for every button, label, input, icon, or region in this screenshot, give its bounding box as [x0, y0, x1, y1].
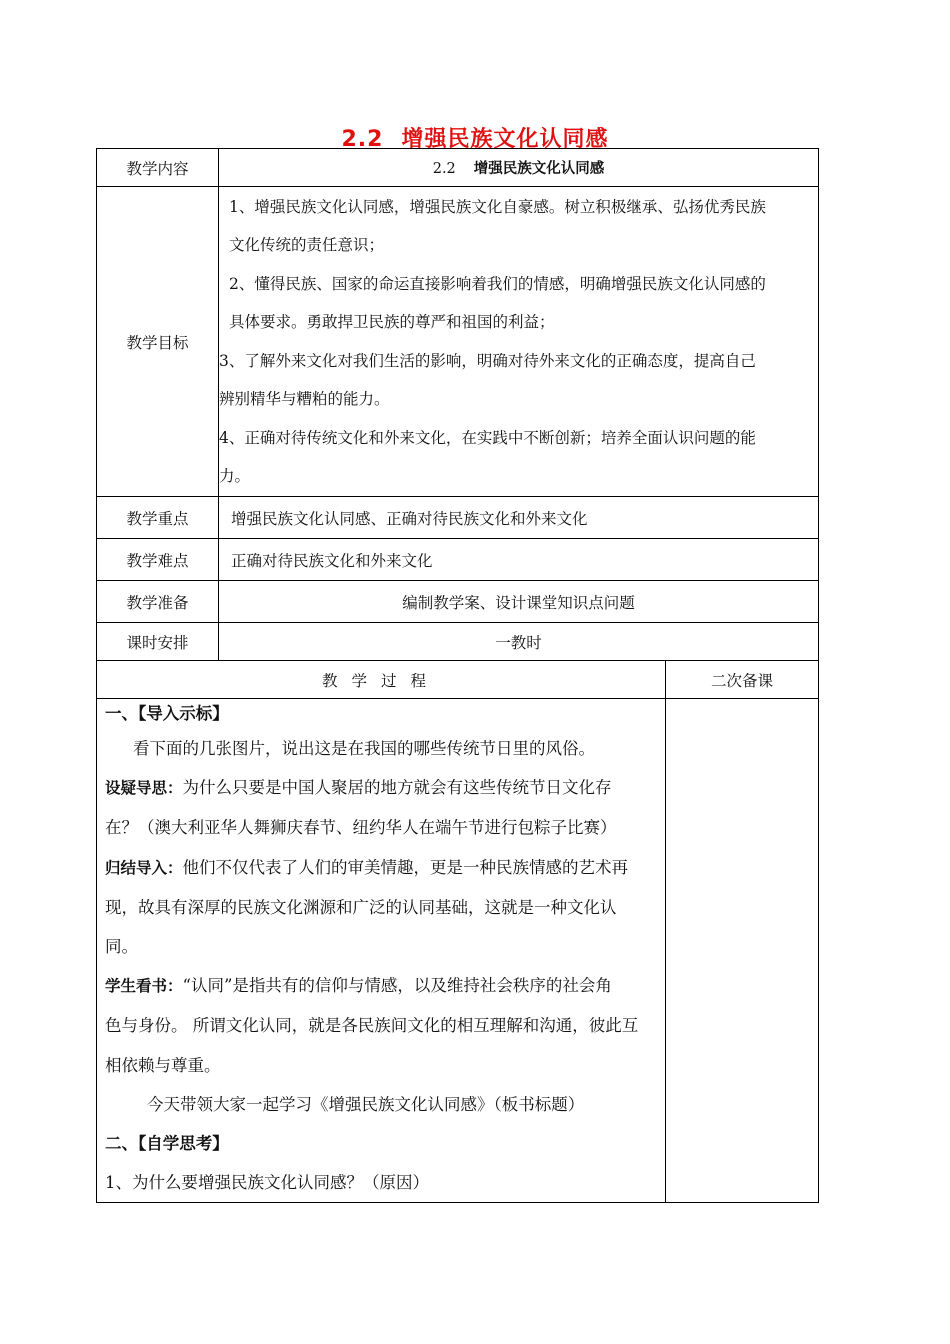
row-focus	[97, 497, 819, 539]
content-text: 增强民族文化认同感	[473, 161, 605, 177]
process-body	[97, 699, 666, 1203]
row-preparation	[97, 581, 819, 623]
section-1-intro: 看下面的几张图片，说出这是在我国的哪些传统节日里的风俗。	[133, 739, 595, 758]
inquiry-label: 设疑导思：	[105, 779, 183, 798]
value-focus: 增强民族文化认同感、正确对待民族文化和外来文化	[219, 497, 819, 539]
summary-line: 他们不仅代表了人们的审美情趣，更是一种民族情感的艺术再	[182, 857, 629, 877]
section-1-title: 一、【导入示标】	[105, 704, 229, 723]
value-schedule: 一教时	[219, 623, 819, 661]
row-difficulty	[97, 539, 819, 581]
today-topic: 今天带领大家一起学习《增强民族文化认同感》（板书标题）	[147, 1094, 585, 1114]
goal-line: 辨别精华与糟粕的能力。	[219, 390, 390, 408]
content-number: 2.2	[432, 161, 456, 177]
goal-line: 2、懂得民族、国家的命运直接影响着我们的情感，明确增强民族文化认同感的	[229, 274, 766, 293]
side-header: 二次备课	[666, 661, 819, 699]
value-goals	[219, 187, 819, 497]
inquiry-paragraph	[97, 768, 665, 808]
reading-line: “认同”是指共有的信仰与情感，以及维持社会秩序的社会角	[182, 976, 612, 996]
reading-paragraph	[97, 966, 665, 1006]
goal-line: 具体要求。勇敢捍卫民族的尊严和祖国的利益；	[229, 313, 555, 331]
reading-label: 学生看书：	[105, 977, 183, 996]
side-notes-cell	[666, 699, 819, 1203]
section-2-question-1: 1、为什么要增强民族文化认同感？（原因）	[105, 1173, 429, 1193]
row-process-body	[97, 699, 819, 1203]
reading-line: 相依赖与尊重。	[105, 1055, 221, 1075]
row-schedule	[97, 623, 819, 661]
lesson-plan-table	[96, 148, 819, 1203]
process-header: 教学过程	[97, 661, 666, 699]
label-schedule: 课时安排	[97, 623, 219, 661]
value-preparation: 编制教学案、设计课堂知识点问题	[219, 581, 819, 623]
label-goals: 教学目标	[97, 187, 219, 497]
goal-line: 文化传统的责任意识；	[229, 236, 385, 254]
row-content	[97, 149, 819, 187]
label-difficulty: 教学难点	[97, 539, 219, 581]
label-preparation: 教学准备	[97, 581, 219, 623]
reading-line: 色与身份。 所谓文化认同，就是各民族间文化的相互理解和沟通，彼此互	[105, 1016, 639, 1036]
goal-line: 1、增强民族文化认同感，增强民族文化自豪感。树立积极继承、弘扬优秀民族	[229, 197, 766, 216]
summary-paragraph	[97, 848, 665, 888]
title-text: 增强民族文化认同感	[401, 127, 609, 152]
summary-line: 同。	[105, 937, 138, 957]
title-number: 2.2	[341, 127, 384, 152]
summary-label: 归结导入：	[105, 858, 183, 877]
inquiry-line: 在？（澳大利亚华人舞狮庆春节、纽约华人在端午节进行包粽子比赛）	[105, 818, 617, 838]
goal-line: 4、正确对待传统文化和外来文化，在实践中不断创新；培养全面认识问题的能	[219, 428, 756, 447]
value-difficulty: 正确对待民族文化和外来文化	[219, 539, 819, 581]
section-2-title: 二、【自学思考】	[105, 1134, 229, 1154]
value-content	[219, 149, 819, 187]
row-process-header	[97, 661, 819, 699]
label-focus: 教学重点	[97, 497, 219, 539]
inquiry-line: 为什么只要是中国人聚居的地方就会有这些传统节日文化存	[182, 778, 612, 798]
label-content: 教学内容	[97, 149, 219, 187]
summary-line: 现，故具有深厚的民族文化渊源和广泛的认同基础，这就是一种文化认	[105, 897, 617, 917]
goal-line: 3、了解外来文化对我们生活的影响，明确对待外来文化的正确态度，提高自己	[219, 351, 756, 370]
row-goals	[97, 187, 819, 497]
goal-line: 力。	[219, 467, 251, 485]
